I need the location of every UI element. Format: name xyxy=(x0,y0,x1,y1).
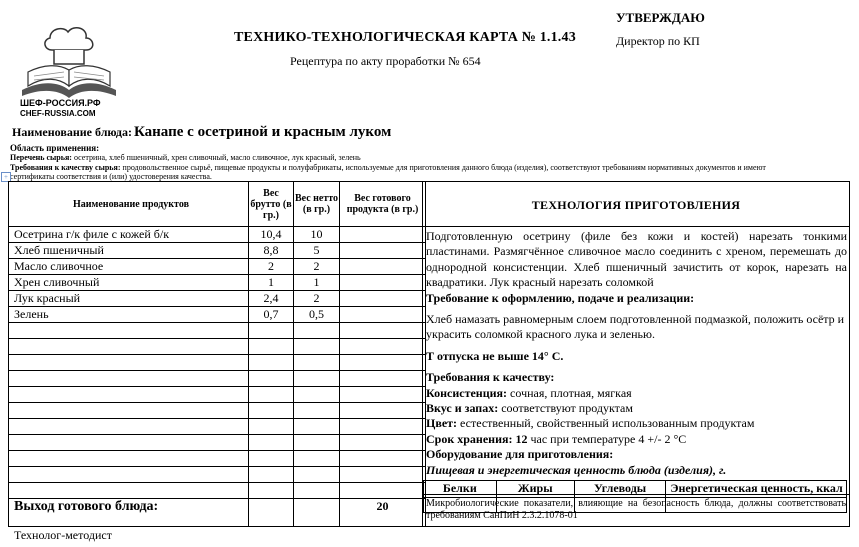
net-weight xyxy=(294,323,340,339)
header-ready-weight: Вес готового продукта (в гр.) xyxy=(340,182,426,227)
net-weight xyxy=(294,339,340,355)
header-product-name: Наименование продуктов xyxy=(9,182,249,227)
gross-weight: 8,8 xyxy=(249,243,294,259)
gross-weight: 2,4 xyxy=(249,291,294,307)
product-name: Зелень xyxy=(9,307,249,323)
ready-weight xyxy=(340,355,426,371)
product-name xyxy=(9,323,249,339)
gross-weight xyxy=(249,451,294,467)
net-weight: 0,5 xyxy=(294,307,340,323)
approver-title: Директор по КП xyxy=(616,34,700,48)
net-weight xyxy=(294,483,340,499)
product-row xyxy=(9,387,426,403)
ready-weight xyxy=(340,339,426,355)
gross-weight xyxy=(249,467,294,483)
net-weight xyxy=(294,387,340,403)
product-row xyxy=(9,275,426,291)
net-weight xyxy=(294,419,340,435)
gross-weight xyxy=(249,435,294,451)
chef-russia-logo xyxy=(14,20,124,120)
product-name: Хрен сливочный xyxy=(9,275,249,291)
ready-weight xyxy=(340,227,426,243)
product-name xyxy=(9,355,249,371)
ready-weight xyxy=(340,291,426,307)
ready-weight xyxy=(340,243,426,259)
product-row xyxy=(9,227,426,243)
gross-weight xyxy=(249,419,294,435)
process-text: Подготовленную осетрину (филе без кожи и костей) нарезать тонкими пластинами. Размягчённое сливочное масло соединить с хреном, перемешать до однородной консистенции. Хлеб пшеничный зачистить от корок, нарезать на квадратики. Лук красный нарезать соломкой xyxy=(426,229,847,290)
ready-weight xyxy=(340,323,426,339)
color-label: Цвет: xyxy=(426,416,458,431)
product-row xyxy=(9,371,426,387)
ready-weight xyxy=(340,259,426,275)
product-name: Масло сливочное xyxy=(9,259,249,275)
card-title: ТЕХНИКО-ТЕХНОЛОГИЧЕСКАЯ КАРТА № 1.1.43 xyxy=(234,30,576,45)
product-row xyxy=(9,307,426,323)
serving-title: Требование к оформлению, подаче и реализации: xyxy=(426,290,695,305)
product-name xyxy=(9,371,249,387)
product-name xyxy=(9,435,249,451)
serving-temperature: Т отпуска не выше 14° С. xyxy=(426,348,564,363)
raw-quality-label: Требования к качеству сырья: xyxy=(10,163,121,172)
product-name xyxy=(9,419,249,435)
logo-text-ru: ШЕФ-РОССИЯ.РФ xyxy=(20,98,101,108)
gross-weight xyxy=(249,355,294,371)
gross-weight xyxy=(249,371,294,387)
ready-weight xyxy=(340,419,426,435)
product-row xyxy=(9,403,426,419)
raw-materials-label: Перечень сырья: xyxy=(10,153,72,162)
gross-weight xyxy=(249,483,294,499)
equipment-label: Оборудование для приготовления: xyxy=(426,447,614,462)
gross-weight: 10,4 xyxy=(249,227,294,243)
consistency-value: сочная, плотная, мягкая xyxy=(507,385,632,400)
ready-weight xyxy=(340,403,426,419)
color-line xyxy=(426,416,847,431)
net-weight xyxy=(294,451,340,467)
header-net-weight: Вес нетто (в гр.) xyxy=(294,182,340,227)
net-weight xyxy=(294,371,340,387)
micro-divider xyxy=(423,494,849,495)
nutrition-energy: Энергетическая ценность, ккал xyxy=(666,481,847,497)
nutrition-carbs: Углеводы xyxy=(574,481,666,497)
gross-weight xyxy=(249,339,294,355)
product-row xyxy=(9,339,426,355)
approve-label: УТВЕРЖДАЮ xyxy=(616,10,705,25)
nutrition-fat: Жиры xyxy=(496,481,574,497)
taste-label: Вкус и запах: xyxy=(426,401,499,416)
product-row xyxy=(9,259,426,275)
product-name: Осетрина г/к филе с кожей б/к xyxy=(9,227,249,243)
ready-weight xyxy=(340,435,426,451)
net-weight xyxy=(294,403,340,419)
logo-text-en: CHEF-RUSSIA.COM xyxy=(20,109,96,118)
product-row xyxy=(9,483,426,499)
yield-label: Выход готового блюда: xyxy=(9,499,249,527)
dish-name-row xyxy=(12,124,391,141)
gross-weight xyxy=(249,323,294,339)
dish-name: Канапе с осетриной и красным луком xyxy=(133,124,392,140)
product-row xyxy=(9,323,426,339)
net-weight xyxy=(294,467,340,483)
product-row xyxy=(9,451,426,467)
storage-label: Срок хранения: xyxy=(426,431,513,446)
raw-quality-line-2: сертификаты соответствия и (или) удостоверения качества. xyxy=(10,172,212,181)
header-gross-weight: Вес брутто (в гр.) xyxy=(249,182,294,227)
net-weight xyxy=(294,355,340,371)
product-row xyxy=(9,355,426,371)
product-row xyxy=(9,467,426,483)
net-weight: 2 xyxy=(294,291,340,307)
net-weight: 1 xyxy=(294,275,340,291)
scope-label: Область применения: xyxy=(10,143,100,153)
raw-materials-text: осетрина, хлеб пшеничный, хрен сливочный, масло сливочное, лук красный, зелень xyxy=(71,153,361,162)
ready-weight xyxy=(340,371,426,387)
product-row xyxy=(9,435,426,451)
products-table xyxy=(8,181,426,527)
table-move-handle-icon[interactable]: + xyxy=(1,172,11,182)
ready-weight xyxy=(340,483,426,499)
ready-weight xyxy=(340,275,426,291)
nutrition-title: Пищевая и энергетическая ценность блюда (изделия), г. xyxy=(426,462,727,477)
color-value: естественный, свойственный использованным продуктам xyxy=(457,416,755,431)
net-weight: 2 xyxy=(294,259,340,275)
raw-materials-line xyxy=(10,153,361,163)
net-weight: 10 xyxy=(294,227,340,243)
product-name xyxy=(9,339,249,355)
yield-gross xyxy=(249,499,294,527)
product-name xyxy=(9,387,249,403)
consistency-line xyxy=(426,386,847,401)
product-name xyxy=(9,403,249,419)
raw-quality-text: продовольственное сырьё, пищевые продукты и полуфабрикаты, используемые для приготовления данного блюда (изделия), соответствуют требованиям нормативных документов и имеют xyxy=(120,163,766,172)
yield-row xyxy=(9,499,426,527)
ready-weight xyxy=(340,451,426,467)
taste-line xyxy=(426,401,847,416)
product-name xyxy=(9,483,249,499)
storage-line xyxy=(426,432,847,447)
product-row xyxy=(9,291,426,307)
net-weight: 5 xyxy=(294,243,340,259)
products-table-header xyxy=(9,182,426,227)
product-name xyxy=(9,451,249,467)
yield-net xyxy=(294,499,340,527)
ready-weight xyxy=(340,387,426,403)
consistency-label: Консистенция: xyxy=(426,385,508,400)
gross-weight: 0,7 xyxy=(249,307,294,323)
product-row xyxy=(9,243,426,259)
gross-weight xyxy=(249,387,294,403)
gross-weight: 2 xyxy=(249,259,294,275)
nutrition-protein: Белки xyxy=(424,481,497,497)
product-name: Хлеб пшеничный xyxy=(9,243,249,259)
microbiology-text: Микробиологические показатели, влияющие на безопасность блюда, должны соответствовать требованиям СанПиН 2.3.2.1078-01 xyxy=(426,498,846,521)
ready-weight xyxy=(340,307,426,323)
dish-label: Наименование блюда: xyxy=(12,125,132,139)
product-name xyxy=(9,467,249,483)
taste-value: соответствуют продуктам xyxy=(498,401,633,416)
technology-heading: ТЕХНОЛОГИЯ ПРИГОТОВЛЕНИЯ xyxy=(423,182,849,227)
quality-title: Требования к качеству: xyxy=(426,370,555,385)
technology-section xyxy=(422,181,850,527)
recipe-subtitle: Рецептура по акту проработки № 654 xyxy=(290,54,481,68)
gross-weight: 1 xyxy=(249,275,294,291)
storage-hours: 12 xyxy=(512,431,528,446)
serving-text: Хлеб намазать равномерным слоем подготовленной подмазкой, положить осётр и украсить соломкой красного лука и зеленью. xyxy=(426,312,845,342)
product-row xyxy=(9,419,426,435)
yield-value: 20 xyxy=(340,499,426,527)
net-weight xyxy=(294,435,340,451)
product-name: Лук красный xyxy=(9,291,249,307)
ready-weight xyxy=(340,467,426,483)
gross-weight xyxy=(249,403,294,419)
storage-value: час при температуре 4 +/- 2 °С xyxy=(527,431,687,446)
technologist-label: Технолог-методист xyxy=(14,528,112,542)
